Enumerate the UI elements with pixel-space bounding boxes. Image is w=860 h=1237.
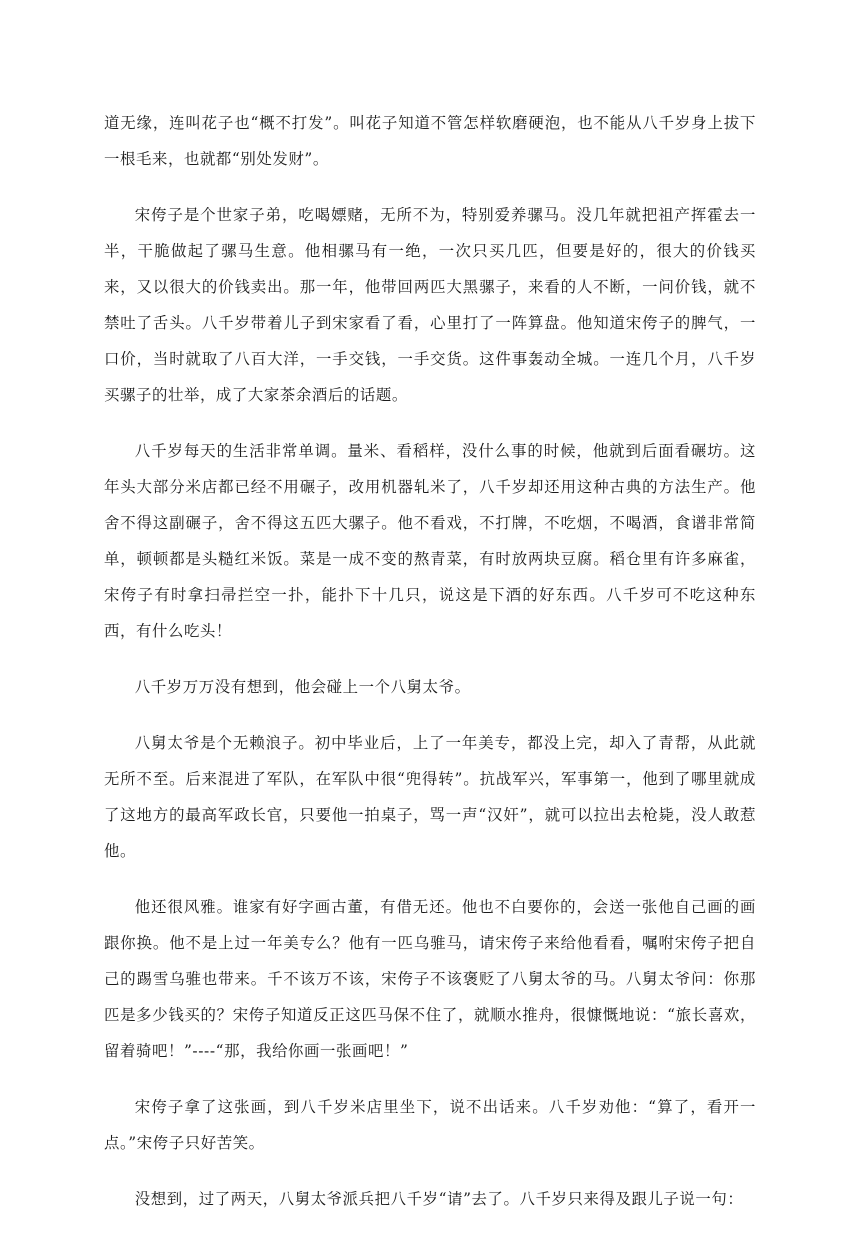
- paragraph-4: 八千岁万万没有想到，他会碰上一个八舅太爷。: [134, 678, 471, 696]
- paragraph-2: 宋侉子是个世家子弟，吃喝嫖赌，无所不为，特别爱养骡马。没几年就把祖产挥霍去一半，干脆做起了骡马生意。他相骡马有一绝，一次只买几匹，但要是好的，很大的价钱买来，又以很大的价钱卖出。那一年，他带回两匹大黑骡子，来看的人不断，一问价钱，就不禁吐了舌头。八千岁带着儿子到宋家看了看，心里打了一阵算盘。他知道宋侉子的脾气，一口价，当时就取了八百大洋，一手交钱，一手交货。这件事轰动全城。一连几个月，八千岁买骡子的壮举，成了大家茶余酒后的话题。: [104, 206, 756, 404]
- document-body: [104, 105, 756, 1237]
- paragraph-7: 宋侉子拿了这张画，到八千岁米店里坐下，说不出话来。八千岁劝他：“算了，看开一点。”宋侉子只好苦笑。: [104, 1098, 756, 1152]
- paragraph-1: 道无缘，连叫花子也“概不打发”。叫花子知道不管怎样软磨硬泡，也不能从八千岁身上拔下一根毛来，也就都“别处发财”。: [104, 114, 756, 168]
- paragraph-8: 没想到，过了两天，八舅太爷派兵把八千岁“请”去了。八千岁只来得及跟儿子说一句：: [134, 1190, 744, 1208]
- paragraph-6: 他还很风雅。谁家有好字画古董，有借无还。他也不白要你的，会送一张他自己画的画跟你换。他不是上过一年美专么？他有一匹乌骓马，请宋侉子来给他看看，嘱咐宋侉子把自己的踢雪乌骓也带来。千不该万不该，宋侉子不该褒贬了八舅太爷的马。八舅太爷问：你那匹是多少钱买的？宋侉子知道反正这匹马保不住了，就顺水推舟，很慷慨地说：“旅长喜欢，留着骑吧！”----“那，我给你画一张画吧！”: [104, 898, 756, 1060]
- paragraph-5: 八舅太爷是个无赖浪子。初中毕业后，上了一年美专，都没上完，却入了青帮，从此就无所不至。后来混进了军队，在军队中很“兜得转”。抗战军兴，军事第一，他到了哪里就成了这地方的最高军政长官，只要他一拍桌子，骂一声“汉奸”，就可以拉出去枪毙，没人敢惹他。: [104, 734, 756, 860]
- paragraph-3: 八千岁每天的生活非常单调。量米、看稻样，没什么事的时候，他就到后面看碾坊。这年头大部分米店都已经不用碾子，改用机器轧米了，八千岁却还用这种古典的方法生产。他舍不得这副碾子，舍不得这五匹大骡子。他不看戏，不打牌，不吃烟，不喝酒，食谱非常简单，顿顿都是头糙红米饭。菜是一成不变的熬青菜，有时放两块豆腐。稻仓里有许多麻雀，宋侉子有时拿扫帚拦空一扑，能扑下十几只，说这是下酒的好东西。八千岁可不吃这种东西，有什么吃头！: [104, 442, 756, 640]
